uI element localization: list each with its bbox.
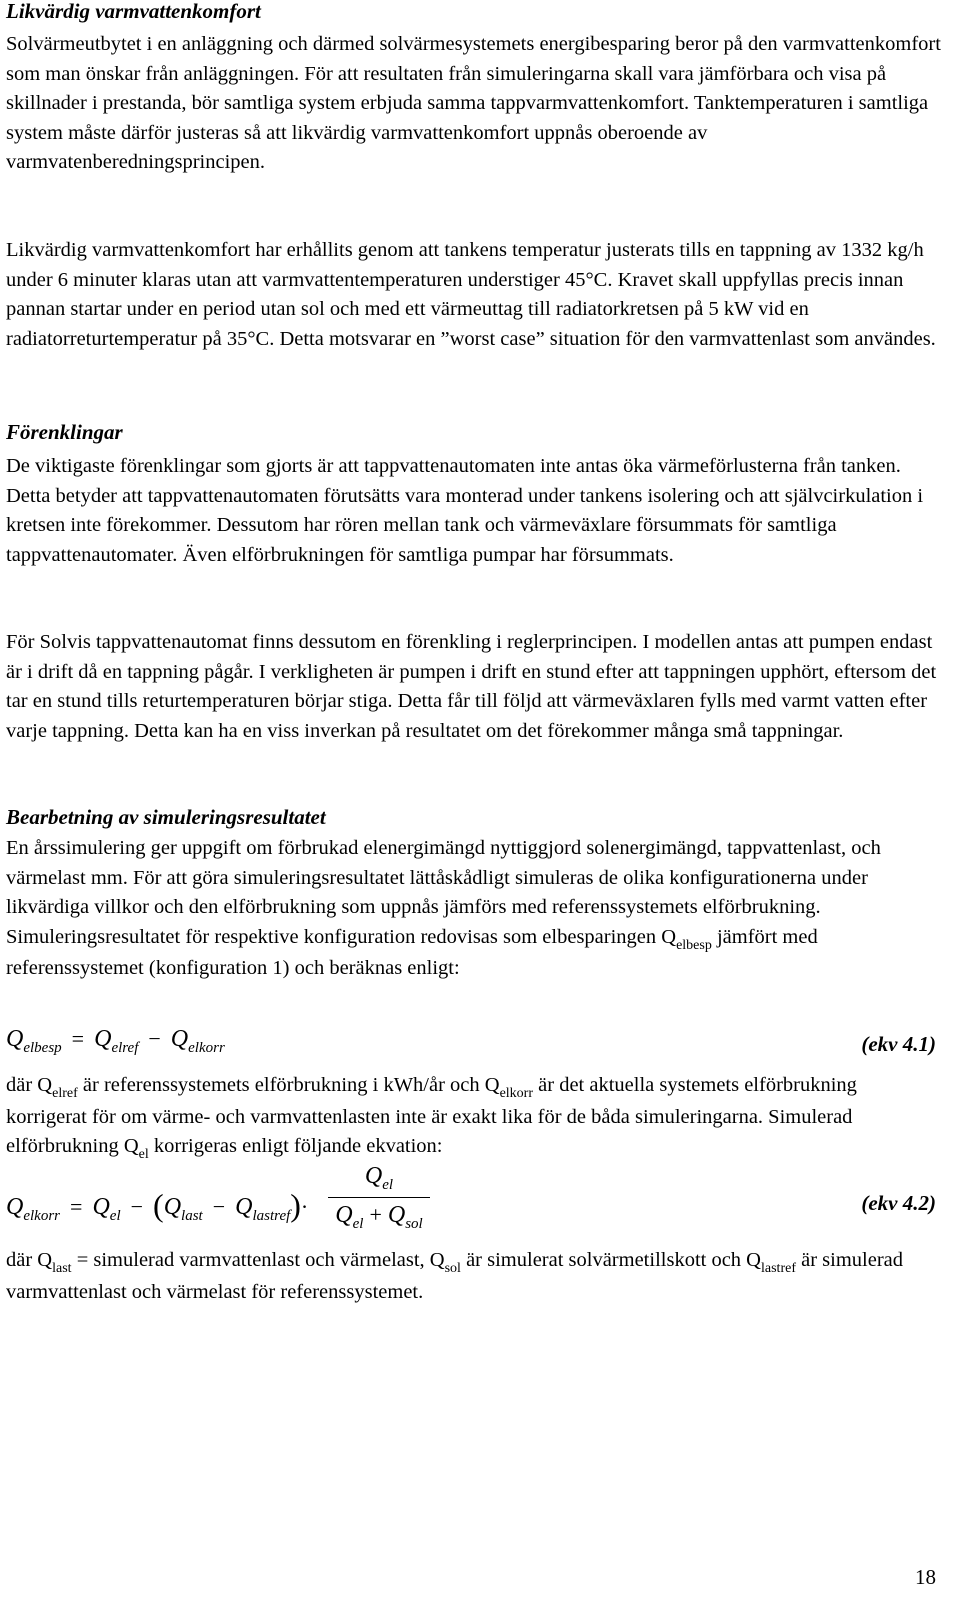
paragraph: Solvärmeutbytet i en anläggning och därmed solvärmesystemets energibesparing beror på den varmvattenkomfort som man önskar från anläggningen. För att resultaten från simuleringarna skall vara jämförbara och visa på skillnader i prestanda, bör samtliga system erbjuda samma tappvarmvattenkomfort. Tanktemperaturen i samtliga system måste därför justeras så att likvärdig varmvattenkomfort uppnås oberoende av varmvatenberedningsprincipen. bbox=[6, 33, 941, 173]
paragraph: där $Q_{elref}$ är referenssystemets elförbrukning i kWh/år och $Q_{elkorr}$ är det aktuella systemets elförbrukning korrigerat för om värme- och varmvattenlasten inte är exakt lika för de båda simuleringarna. Simulerad elförbrukning $Q_{el}$ korrigeras enligt följande ekvation: bbox=[6, 1074, 857, 1162]
fraction bbox=[324, 1163, 434, 1232]
paragraph: Likvärdig varmvattenkomfort har erhållits genom att tankens temperatur justerats tills en tappning av 1332 kg/h under 6 minuter klaras utan att varmvattentemperaturen understiger 45°C. Kravet skall uppfyllas precis innan pannan startar under en period utan sol och med ett värmeuttag till radiatorkretsen på 5 kW vid en radiatorreturtemperatur på 35°C. Detta motsvarar en ”worst case” situation för den varmvattenlast som användes. bbox=[6, 239, 936, 350]
section-heading: Förenklingar bbox=[6, 420, 123, 444]
section-heading: Likvärdig varmvattenkomfort bbox=[6, 0, 261, 23]
paragraph: De viktigaste förenklingar som gjorts är att tappvattenautomaten inte antas öka värmeförlusterna från tanken. Detta betyder att tappvattenautomaten förutsätts vara monterad under tankens isolering och att självcirkulation i kretsen inte förekommer. Dessutom har rören mellan tank och värmeväxlare försummats för samtliga tappvattenautomater. Även elförbrukningen för samtliga pumpar har försummats. bbox=[6, 455, 924, 566]
paragraph: En årssimulering ger uppgift om förbrukad elenergimängd nyttiggjord solenergimängd, tappvattenlast, och värmelast mm. För att göra simuleringsresultatet lättåskådligt simuleras de olika konfigurationerna under likvärdiga villkor och den elförbrukning som uppnås jämförs med referenssystemets elförbrukning. Simuleringsresultatet för respektive konfiguration redovisas som elbesparingen $Q_{elbesp}$ jämfört med referenssystemet (konfiguration 1) och beräknas enligt: bbox=[6, 837, 881, 979]
equation-4-2 bbox=[6, 1163, 936, 1243]
page-number: 18 bbox=[915, 1565, 936, 1589]
paragraph: där $Q_{last}$ = simulerad varmvattenlast och värmelast, $Q_{sol}$ är simulerat solvärmetillskott och $Q_{lastref}$ är simulerad varmvattenlast och värmelast för referenssystemet. bbox=[6, 1249, 903, 1303]
section-heading: Bearbetning av simuleringsresultatet bbox=[6, 805, 326, 829]
paragraph: För Solvis tappvattenautomat finns dessutom en förenkling i reglerprincipen. I modellen antas att pumpen endast är i drift då en tappning pågår. I verkligheten är pumpen i drift en stund efter att tappningen upphört, eftersom det tar en stund tills returtemperaturen börjar stiga. Detta får till följd att värmeväxlaren fylls med varmt vatten efter varje tappning. Detta kan ha en viss inverkan på resultatet om det förekommer många små tappningar. bbox=[6, 631, 937, 742]
equation-4-1: Qelbesp = Qelref − Qelkorr (ekv 4.1) bbox=[6, 1026, 936, 1056]
equation-lhs: Qelkorr = Qel − (Qlast − Qlastref)· bbox=[6, 1187, 309, 1224]
equation-number: (ekv 4.2) bbox=[861, 1191, 936, 1215]
fraction-numerator: Qel bbox=[364, 1163, 394, 1193]
equation-number: (ekv 4.1) bbox=[861, 1032, 936, 1056]
fraction-denominator: Qel + Qsol bbox=[335, 1202, 423, 1232]
